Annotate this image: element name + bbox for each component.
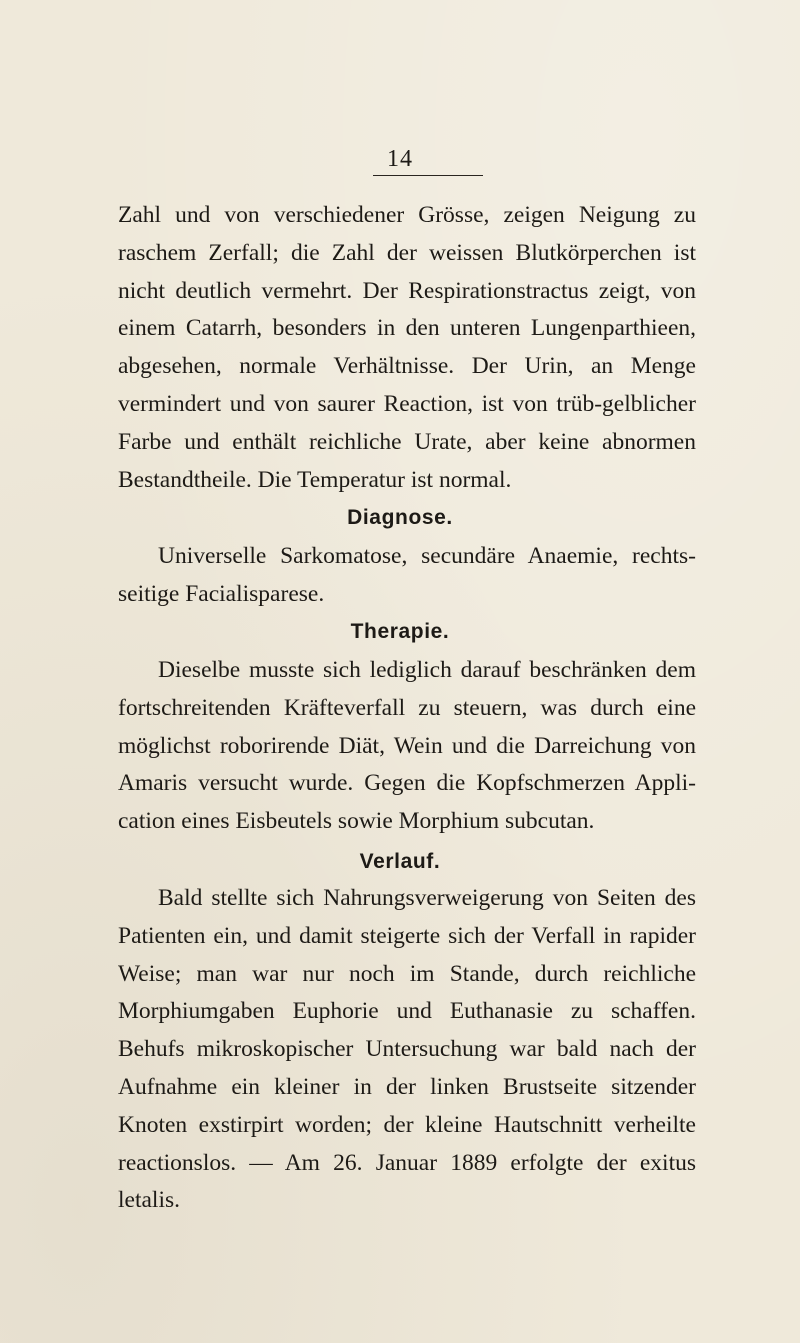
text-line: fortschreitenden Kräfteverfall zu steuern, was durch eine xyxy=(118,694,696,721)
text-line: reactionslos. — Am 26. Januar 1889 erfolgte der exitus xyxy=(118,1149,696,1176)
text-line: Universelle Sarkomatose, secundäre Anaemie, rechts- xyxy=(158,543,696,569)
text-line: Behufs mikroskopischer Untersuchung war bald nach der xyxy=(118,1036,696,1063)
text-line: Amaris versucht wurde. Gegen die Kopfschmerzen Appli- xyxy=(118,770,696,797)
heading-verlauf: Verlauf. xyxy=(359,850,441,873)
paragraph-diagnose xyxy=(118,538,696,614)
heading-therapie: Therapie. xyxy=(350,620,450,643)
text-line: abgesehen, normale Verhältnisse. Der Urin, an Menge xyxy=(118,353,696,380)
paragraph-therapie xyxy=(118,652,696,841)
text-line: Dieselbe musste sich lediglich darauf beschränken dem xyxy=(158,657,696,683)
heading-diagnose: Diagnose. xyxy=(347,506,453,529)
text-line: vermindert und von saurer Reaction, ist von trüb-gelblicher xyxy=(118,390,696,417)
text-line: einem Catarrh, besonders in den unteren Lungenparthieen, xyxy=(118,315,696,342)
text-line: Patienten ein, und damit steigerte sich der Verfall in rapider xyxy=(118,922,696,949)
text-line: nicht deutlich vermehrt. Der Respirationstractus zeigt, von xyxy=(118,277,696,304)
text-line: Weise; man war nur noch im Stande, durch reichliche xyxy=(118,960,696,987)
paragraph-intro xyxy=(118,197,696,499)
text-line: Bald stellte sich Nahrungsverweigerung von Seiten des xyxy=(158,885,696,911)
page-number: 14 xyxy=(387,146,413,172)
text-line: Knoten exstirpirt worden; der kleine Hautschnitt verheilte xyxy=(118,1111,696,1138)
text-line: raschem Zerfall; die Zahl der weissen Blutkörperchen ist xyxy=(118,239,696,266)
text-line: Zahl und von verschiedener Grösse, zeigen Neigung zu xyxy=(118,202,696,228)
text-line: seitige Facialisparese. xyxy=(118,580,325,607)
text-line: Aufnahme ein kleiner in der linken Brustseite sitzender xyxy=(118,1073,696,1100)
text-line: cation eines Eisbeutels sowie Morphium subcutan. xyxy=(118,808,595,835)
text-line: letalis. xyxy=(118,1187,180,1214)
paragraph-verlauf xyxy=(118,880,696,1220)
text-line: Farbe und enthält reichliche Urate, aber keine abnormen xyxy=(118,428,696,455)
text-line: Morphiumgaben Euphorie und Euthanasie zu schaffen. xyxy=(118,998,696,1025)
text-line: Bestandtheile. Die Temperatur ist normal. xyxy=(118,466,512,493)
page-number-rule xyxy=(373,175,483,176)
text-line: möglichst roborirende Diät, Wein und die Darreichung von xyxy=(118,732,696,759)
